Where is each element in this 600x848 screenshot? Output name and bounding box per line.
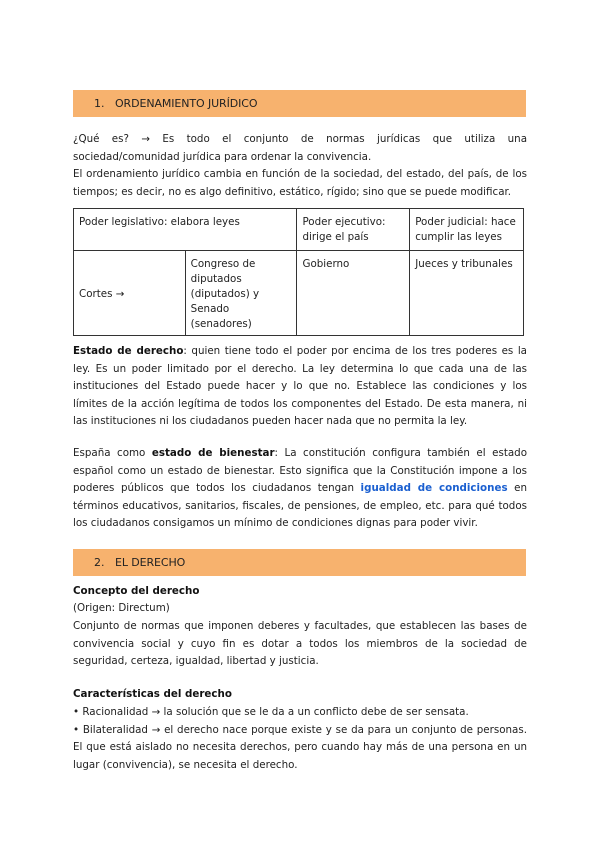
term-estado-bienestar: estado de bienestar — [151, 447, 275, 459]
concepto-block — [73, 583, 527, 617]
definition-text: ¿Qué es? → Es todo el conjunto de normas jurídicas que utiliza una sociedad/comunidad jurídica para ordenar la convivencia. — [73, 133, 527, 163]
section-number: 2. — [94, 556, 105, 569]
section-heading-2 — [73, 549, 526, 576]
bienestar-text-a: : La constitución configura también el estado español como un estado de bienestar. Esto significa que la Constitución impone a los poderes públicos que todos los ciudadanos tengan — [73, 447, 527, 494]
estado-derecho-text: : quien tiene todo el poder por encima de los tres poderes es la ley. Es un poder limitado por el derecho. La ley determina lo que cada una de las instituciones del Estado puede hacer y lo que no. Establece las condiciones y los límites de la acción legítima de todos los componentes del Estado. De esta manera, ni las instituciones ni los ciudadanos pueden hacer nada que no permita la ley. — [73, 345, 527, 427]
table-cell: Congreso de diputados (diputados) y Senado (senadores) — [185, 251, 297, 336]
list-item: • Bilateralidad → el derecho nace porque existe y se da para un conjunto de personas. El que está aislado no necesita derechos, pero cuando hay más de una persona en un lugar (convivencia), se necesita el derecho. — [73, 723, 527, 771]
section-number: 1. — [94, 97, 105, 110]
highlight-igualdad: igualdad de condiciones — [360, 482, 508, 494]
caracteristicas-title: Características del derecho — [73, 688, 232, 700]
intro-paragraph — [73, 131, 527, 201]
origen-text: (Origen: Directum) — [73, 602, 170, 614]
table-cell: Poder ejecutivo: dirige el país — [297, 209, 410, 251]
table-cell: Gobierno — [297, 251, 410, 336]
subheading-concepto: Concepto del derecho — [73, 585, 200, 597]
estado-derecho-paragraph — [73, 343, 527, 431]
change-text: El ordenamiento jurídico cambia en función de la sociedad, del estado, del país, de los tiempos; es decir, no es algo definitivo, estático, rígido; sino que se puede modificar. — [73, 168, 527, 198]
concepto-paragraph: Conjunto de normas que imponen deberes y facultades, que establecen las bases de convivencia social y cuyo fin es dotar a todos los miembros de la sociedad de seguridad, certeza, igualdad, libertad y justicia. — [73, 620, 527, 667]
bienestar-prefix: España como — [73, 447, 152, 459]
table-row — [74, 209, 524, 251]
list-item: • Racionalidad → la solución que se le da a un conflicto debe de ser sensata. — [73, 706, 469, 718]
subheading-caracteristicas — [73, 686, 527, 703]
section-title: EL DERECHO — [115, 556, 186, 569]
table-cell: Cortes → — [74, 251, 186, 336]
table-cell: Poder legislativo: elabora leyes — [74, 209, 297, 251]
table-row — [74, 251, 524, 336]
bienestar-text-b: en términos educativos, sanitarios, fiscales, de pensiones, de empleo, etc. para qué todos los ciudadanos consigamos un mínimo de condiciones dignas para poder vivir. — [73, 482, 527, 529]
bullet-list — [73, 704, 527, 774]
section-heading-1 — [73, 90, 526, 117]
estado-bienestar-paragraph — [73, 445, 527, 533]
term-estado-derecho: Estado de derecho — [73, 345, 184, 357]
powers-table — [73, 208, 524, 336]
table-cell: Poder judicial: hace cumplir las leyes — [410, 209, 524, 251]
table-cell: Jueces y tribunales — [410, 251, 524, 336]
section-title: ORDENAMIENTO JURÍDICO — [115, 97, 258, 110]
